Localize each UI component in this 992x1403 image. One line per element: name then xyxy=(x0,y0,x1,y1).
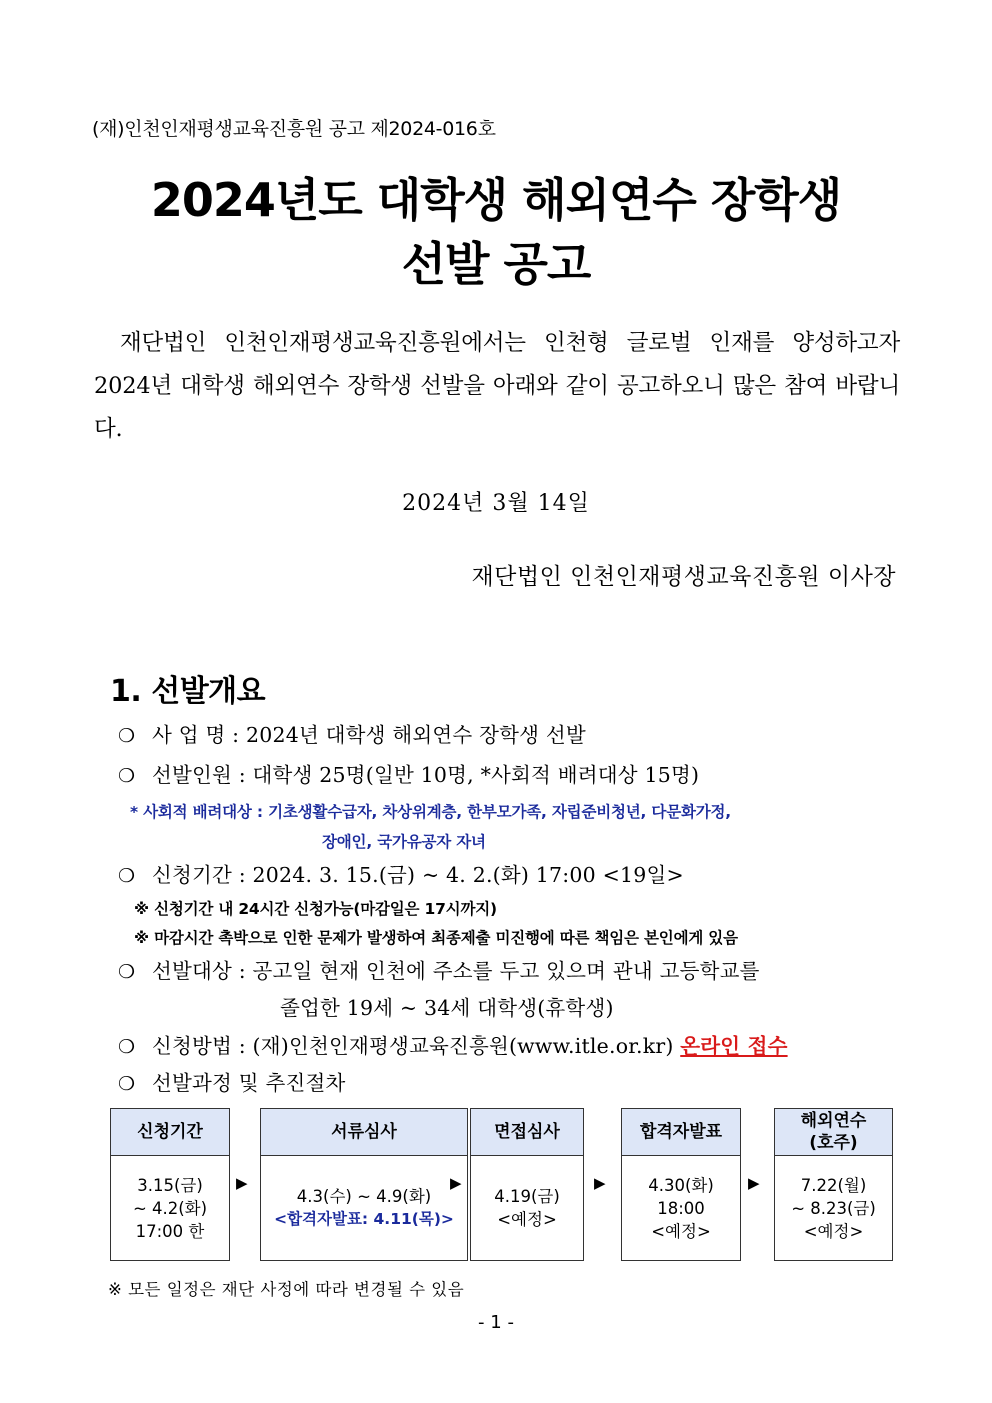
bullet-icon: ❍ xyxy=(118,1036,136,1058)
flow-head-line1: 해외연수 xyxy=(800,1111,867,1131)
item-quota-text: 선발인원 : 대학생 25명(일반 10명, *사회적 배려대상 15명) xyxy=(152,763,700,787)
quota-note-line2: 장애인, 국가유공자 자녀 xyxy=(322,833,486,851)
flow-body-line1: 3.15(금) xyxy=(137,1175,203,1195)
flow-body-line1: 4.3(수) ~ 4.9(화) xyxy=(296,1187,432,1206)
flow-step-head xyxy=(622,1109,740,1156)
flow-body-line2: ~ 8.23(금) xyxy=(791,1198,876,1218)
item-quota xyxy=(118,758,699,788)
flow-head-line1: 서류심사 xyxy=(331,1122,397,1142)
flow-head-line1: 면접심사 xyxy=(494,1122,560,1142)
flow-body-line1: 4.19(금) xyxy=(494,1187,560,1206)
flow-body-line3: 17:00 한 xyxy=(135,1221,205,1241)
flow-body-line2: <예정> xyxy=(497,1210,557,1229)
online-apply-highlight: 온라인 접수 xyxy=(680,1034,788,1058)
document-title-line2: 선발 공고 xyxy=(401,237,591,291)
flow-step-body xyxy=(622,1156,740,1260)
flow-arrow-icon: ▶ xyxy=(594,1174,606,1192)
item-target-line2: 졸업한 19세 ~ 34세 대학생(휴학생) xyxy=(280,996,614,1020)
issuer: 재단법인 인천인재평생교육진흥원 이사장 xyxy=(471,564,896,590)
intro-text: 재단법인 인천인재평생교육진흥원에서는 인천형 글로벌 인재를 양성하고자 2024년 대학생 해외연수 장학생 선발을 아래와 같이 공고하오니 많은 참여 바랍니다. xyxy=(94,330,900,442)
schedule-footnote: ※ 모든 일정은 재단 사정에 따라 변경될 수 있음 xyxy=(108,1280,465,1299)
bullet-icon: ❍ xyxy=(118,1073,136,1095)
flow-head-line1: 합격자발표 xyxy=(639,1122,723,1142)
item-period xyxy=(118,858,684,888)
period-note2: ※ 마감시간 촉박으로 인한 문제가 발생하여 최종제출 미진행에 따른 책임은 본인에게 있음 xyxy=(134,929,738,947)
flow-step-announcement xyxy=(621,1108,741,1261)
flow-body-line1: 7.22(월) xyxy=(800,1175,867,1195)
notice-number: (재)인천인재평생교육진흥원 공고 제2024-016호 xyxy=(92,118,496,140)
item-project xyxy=(118,718,586,748)
flow-step-head xyxy=(111,1109,229,1156)
flow-body-line3: <예정> xyxy=(651,1221,711,1241)
item-process-text: 선발과정 및 추진절차 xyxy=(152,1071,346,1095)
bullet-icon: ❍ xyxy=(118,765,136,787)
item-method xyxy=(118,1029,788,1059)
flow-arrow-icon: ▶ xyxy=(748,1174,760,1192)
flow-step-head xyxy=(471,1109,583,1156)
flow-body-line1: 4.30(화) xyxy=(648,1175,714,1195)
bullet-icon: ❍ xyxy=(118,865,136,887)
flow-step-body xyxy=(261,1156,467,1260)
flow-step-body xyxy=(471,1156,583,1260)
flow-body-line2: 18:00 xyxy=(657,1198,705,1218)
flow-arrow-icon: ▶ xyxy=(450,1174,462,1192)
flow-step-overseas-training xyxy=(774,1108,893,1261)
page-number: - 1 - xyxy=(478,1312,514,1333)
flow-body-line2: ~ 4.2(화) xyxy=(132,1198,208,1218)
notice-date: 2024년 3월 14일 xyxy=(402,491,590,516)
bullet-icon: ❍ xyxy=(118,961,136,983)
flow-step-document-review xyxy=(260,1108,468,1261)
section-title: 1. 선발개요 xyxy=(110,674,266,709)
bullet-icon: ❍ xyxy=(118,725,136,747)
item-period-text: 신청기간 : 2024. 3. 15.(금) ~ 4. 2.(화) 17:00 <19일> xyxy=(152,863,684,887)
flow-arrow-icon: ▶ xyxy=(236,1174,248,1192)
flow-head-line2: (호주) xyxy=(809,1133,858,1153)
intro-paragraph xyxy=(94,322,900,451)
quota-note-line1: * 사회적 배려대상 : 기초생활수급자, 차상위계층, 한부모가족, 자립준비청년, 다문화가정, xyxy=(130,803,731,821)
flow-step-body xyxy=(111,1156,229,1260)
flow-step-head xyxy=(775,1109,892,1156)
item-method-text: 신청방법 : (재)인천인재평생교육진흥원(www.itle.or.kr) xyxy=(152,1034,674,1058)
document-title-line1: 2024년도 대학생 해외연수 장학생 xyxy=(150,173,842,227)
item-project-text: 사 업 명 : 2024년 대학생 해외연수 장학생 선발 xyxy=(152,723,586,747)
flow-step-interview xyxy=(470,1108,584,1261)
period-note1: ※ 신청기간 내 24시간 신청가능(마감일은 17시까지) xyxy=(134,900,497,918)
flow-step-apply xyxy=(110,1108,230,1261)
flow-body-line2: <합격자발표: 4.11(목)> xyxy=(274,1210,454,1228)
item-target-line1: 선발대상 : 공고일 현재 인천에 주소를 두고 있으며 관내 고등학교를 xyxy=(152,959,760,983)
item-target xyxy=(118,954,760,984)
flow-head-line1: 신청기간 xyxy=(137,1122,203,1142)
flow-step-head xyxy=(261,1109,467,1156)
item-process xyxy=(118,1066,345,1096)
flow-step-body xyxy=(775,1156,892,1260)
flow-body-line3: <예정> xyxy=(803,1221,864,1241)
